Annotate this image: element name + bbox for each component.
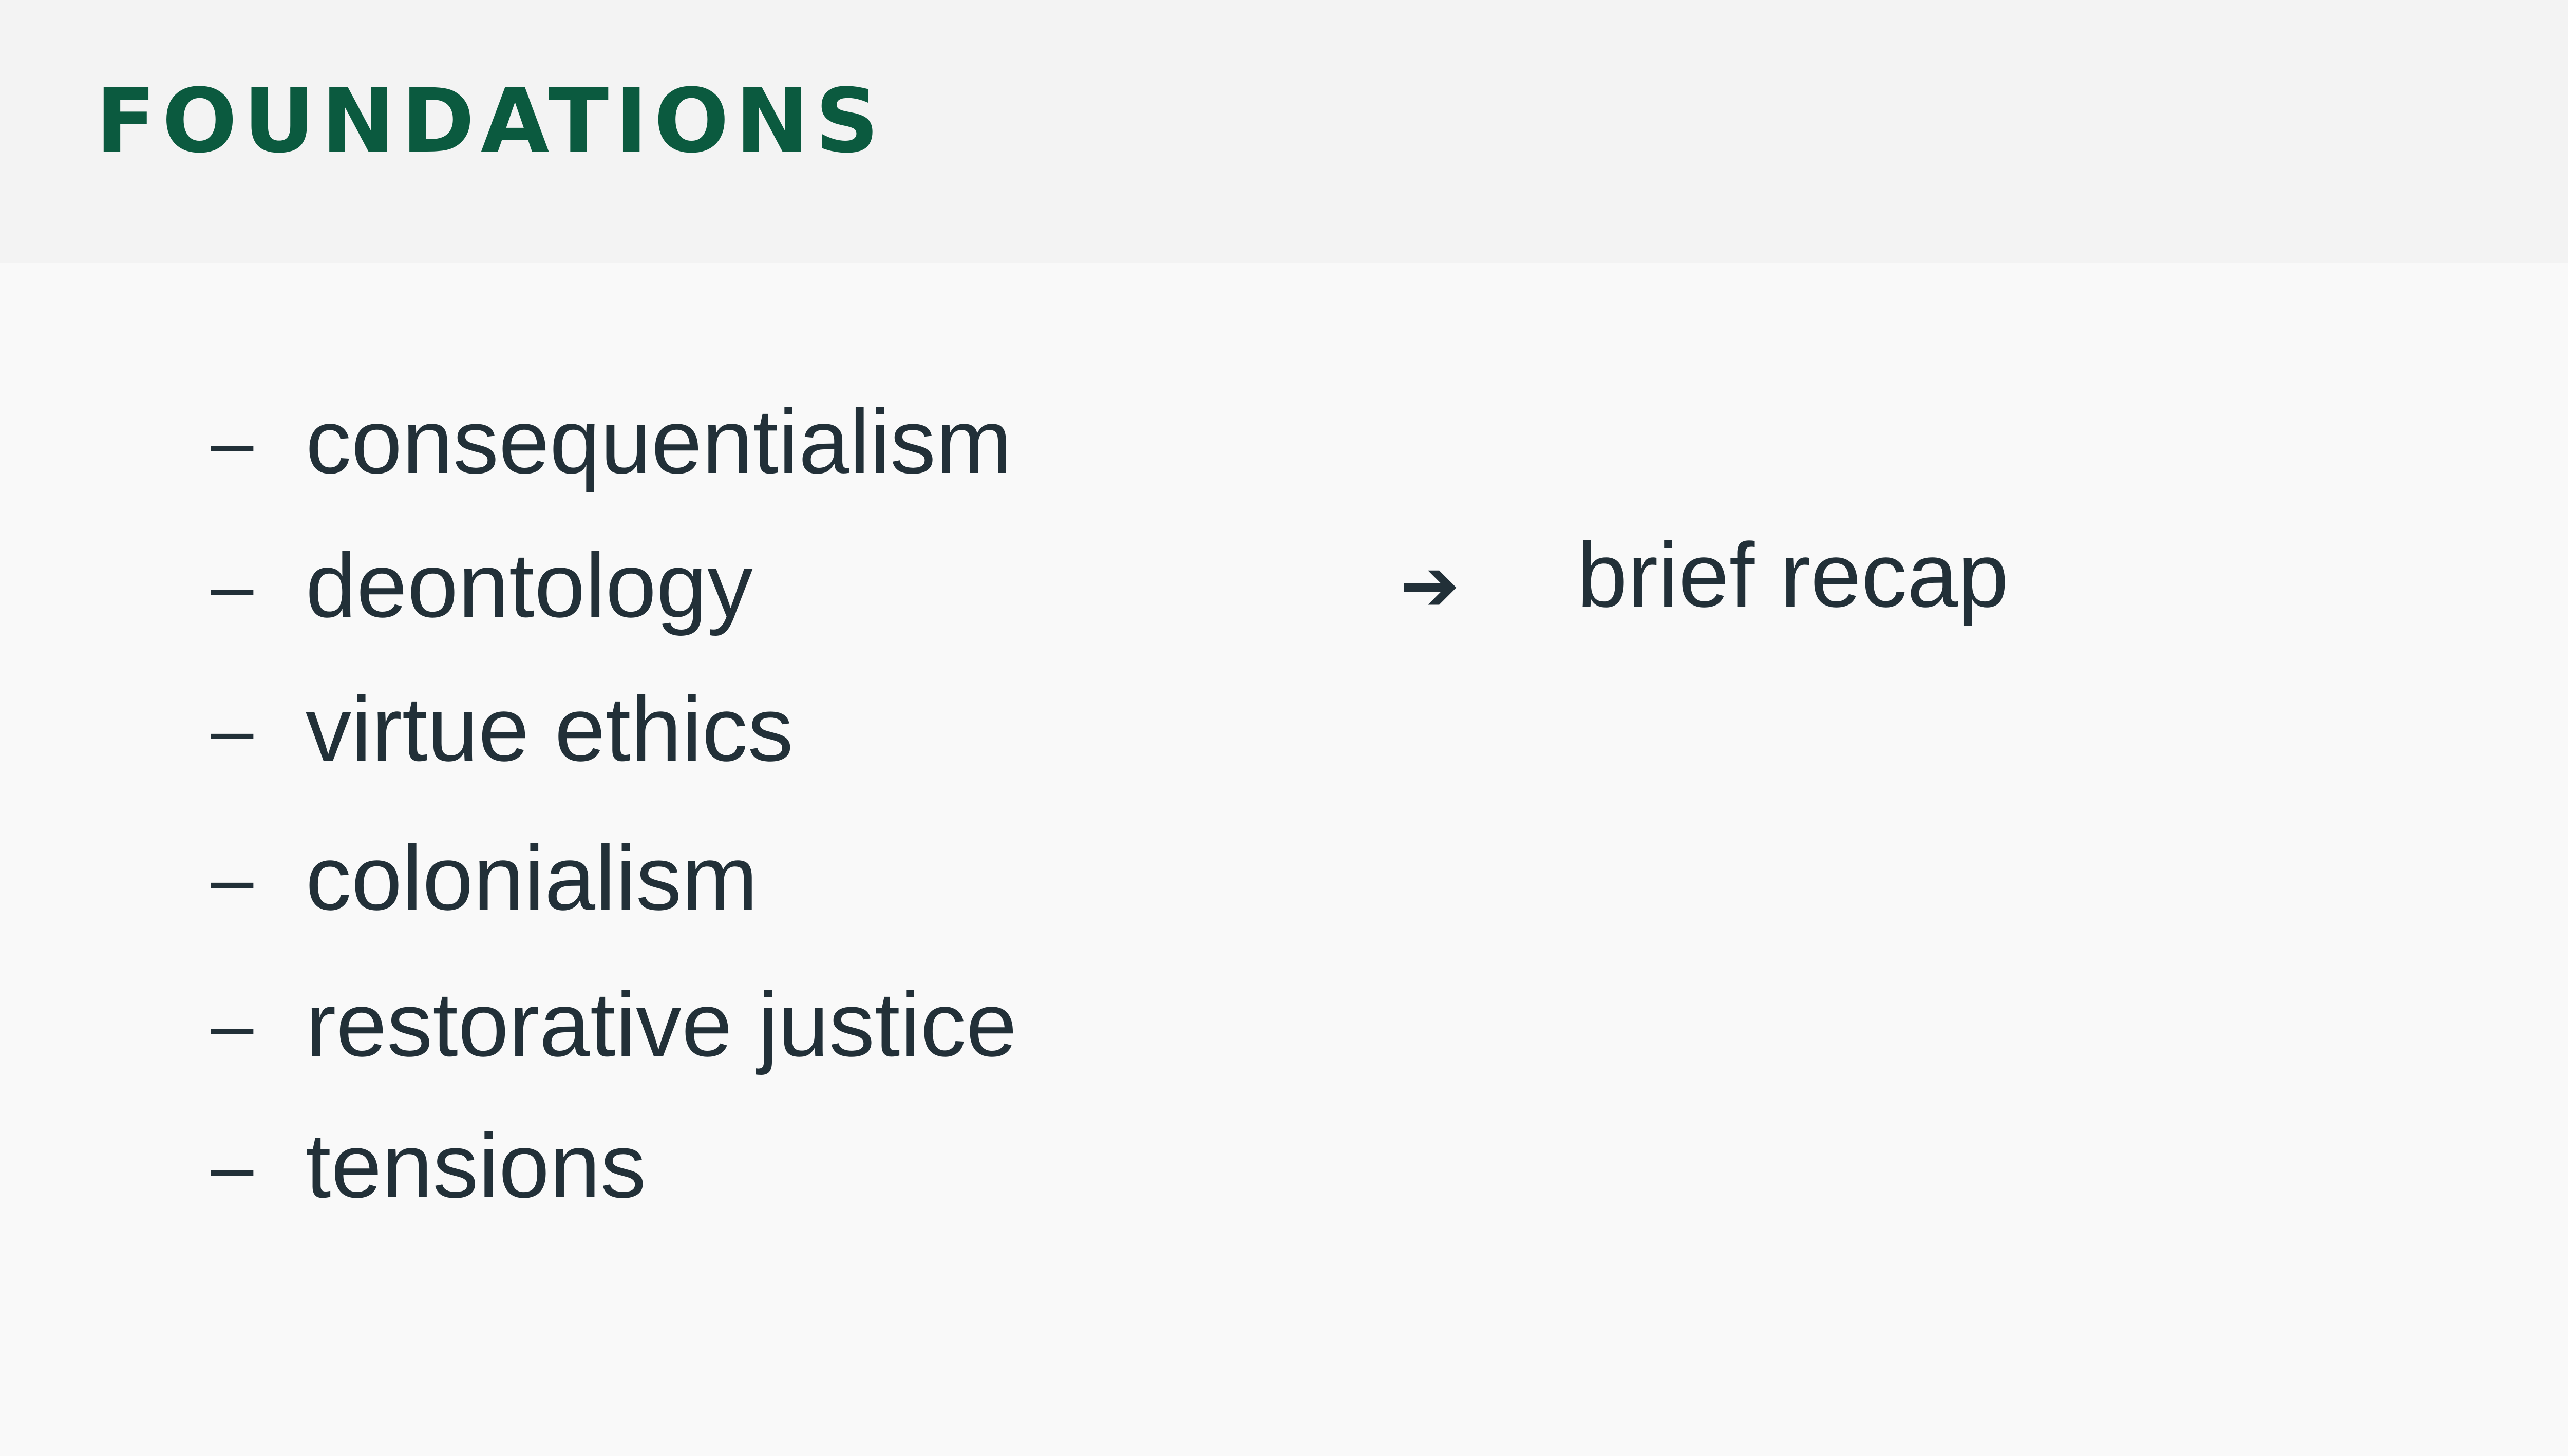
bullet-item — [0, 390, 1233, 493]
bullet-item — [0, 973, 1233, 1076]
dash-bullet-icon: – — [211, 542, 254, 629]
dash-bullet-icon: – — [211, 981, 254, 1068]
bullet-item — [0, 827, 1233, 930]
bullet-item — [0, 1114, 1233, 1217]
slide-title: FOUNDATIONS — [96, 69, 885, 173]
dash-bullet-icon: – — [211, 399, 254, 485]
bullet-text: tensions — [306, 1114, 646, 1217]
bullet-text: consequentialism — [306, 390, 1012, 493]
bullet-text: colonialism — [306, 827, 758, 929]
dash-bullet-icon: – — [211, 1123, 254, 1209]
bullet-item — [0, 678, 1233, 781]
arrow-right-icon: ➔ — [1400, 545, 1460, 626]
bullet-item — [0, 534, 1233, 637]
bullet-text: deontology — [306, 534, 753, 636]
bullet-text: virtue ethics — [306, 678, 794, 780]
dash-bullet-icon: – — [211, 686, 254, 772]
dash-bullet-icon: – — [211, 835, 254, 921]
bullet-text: restorative justice — [306, 973, 1017, 1075]
side-note: brief recap — [1577, 524, 2009, 626]
